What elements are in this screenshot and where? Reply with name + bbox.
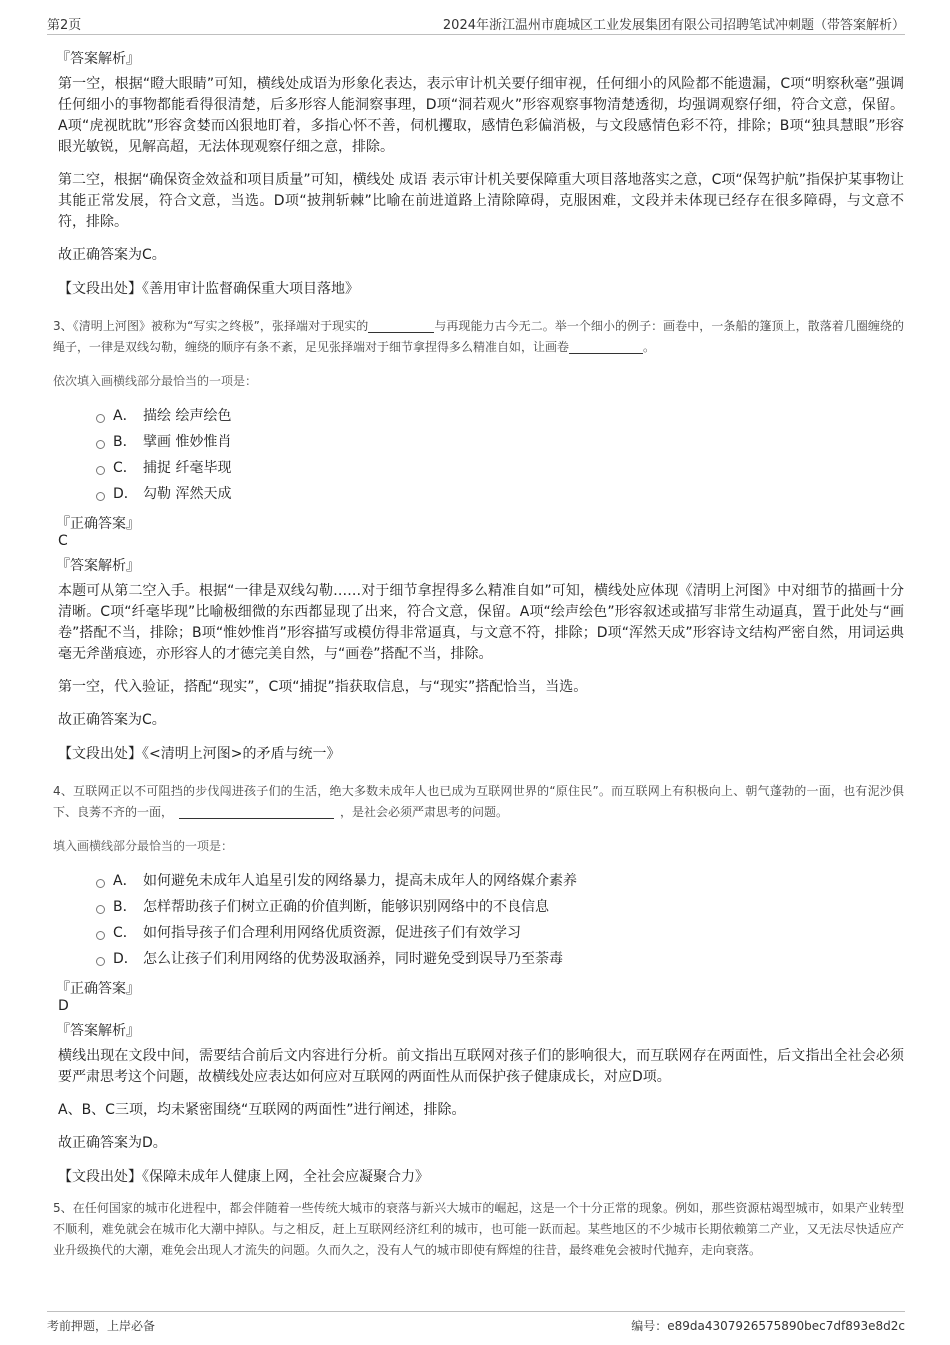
document-code: 编号：e89da4307926575890bec7df893e8d2c xyxy=(631,1319,905,1333)
option-c[interactable]: C． 捕捉 纤毫毕现 xyxy=(96,455,904,481)
document-title: 2024年浙江温州市鹿城区工业发展集团有限公司招聘笔试冲刺题（带答案解析） xyxy=(442,18,905,33)
answer-conclusion: 故正确答案为C。 xyxy=(58,247,166,263)
question-4-text: 4、互联网正以不可阻挡的步伐闯进孩子们的生活，绝大多数未成年人也已成为互联网世界的“原住民”。而互联网上有积极向上、朝气蓬勃的一面，也有泥沙俱下、良莠不齐的一面， ，是社会必须严肃思考的问题。 xyxy=(53,784,904,819)
option-a[interactable]: A． 如何避免未成年人追星引发的网络暴力，提高未成年人的网络媒介素养 xyxy=(96,868,904,894)
option-a[interactable]: A． 描绘 绘声绘色 xyxy=(96,403,904,429)
source-citation: 【文段出处】《善用审计监督确保重大项目落地》 xyxy=(58,281,359,297)
question-5-text: 5、在任何国家的城市化进程中，都会伴随着一些传统大城市的衰落与新兴大城市的崛起，这是一个十分正常的现象。例如，那些资源枯竭型城市，如果产业转型不顺利，难免就会在城市化大潮中掉队。与之相反，赶上互联网经济红利的城市，也可能一跃而起。某些地区的不少城市长期依赖第二产业，又无法尽快适应产业升级换代的大潮，难免会出现人才流失的问题。久而久之，没有人气的城市即使有辉煌的往昔，最终难免会被时代抛弃，走向衰落。 xyxy=(53,1201,904,1257)
page-number: 第2页 xyxy=(47,18,82,33)
option-c[interactable]: C． 如何指导孩子们合理利用网络优质资源，促进孩子们有效学习 xyxy=(96,920,904,946)
blank-line xyxy=(179,804,334,819)
radio-icon[interactable] xyxy=(96,931,105,940)
analysis-paragraph: A、B、C三项，均未紧密围绕“互联网的两面性”进行阐述，排除。 xyxy=(58,1102,466,1118)
analysis-paragraph: 第二空，根据“确保资金效益和项目质量”可知，横线处 成语 表示审计机关要保障重大项目落地落实之意，C项“保驾护航”指保护某事物让其能正常发展，符合文意，当选。D项“披荆斩棘”比喻在前进道路上清除障碍，克服困难，文段并未体现已经存在很多障碍，与文意不符，排除。 xyxy=(58,172,904,230)
analysis-paragraph: 第一空，根据“瞪大眼睛”可知，横线处成语为形象化表达，表示审计机关要仔细审视，任何细小的风险都不能遗漏，C项“明察秋毫”强调任何细小的事物都能看得很清楚，后多形容人能洞察事理，D项“洞若观火”形容观察事物清楚透彻，均强调观察仔细，符合文意，保留。A项“虎视眈眈”形容贪婪而凶狠地盯着，多指心怀不善，伺机攫取，感情色彩偏消极，与文段感情色彩不符，排除；B项“独具慧眼”形容眼光敏锐，见解高超，无法体现观察仔细之意，排除。 xyxy=(58,76,904,155)
radio-icon[interactable] xyxy=(96,414,105,423)
source-citation: 【文段出处】《保障未成年人健康上网，全社会应凝聚合力》 xyxy=(58,1169,429,1185)
radio-icon[interactable] xyxy=(96,905,105,914)
analysis-paragraph: 第一空，代入验证，搭配“现实”，C项“捕捉”指获取信息，与“现实”搭配恰当，当选。 xyxy=(58,679,588,695)
analysis-paragraph: 横线出现在文段中间，需要结合前后文内容进行分析。前文指出互联网对孩子们的影响很大，而互联网存在两面性，后文指出全社会必须要严肃思考这个问题，故横线处应表达如何应对互联网的两面性从而保护孩子健康成长，对应D项。 xyxy=(58,1048,904,1085)
question-3-options xyxy=(96,403,904,507)
answer-conclusion: 故正确答案为D。 xyxy=(58,1135,167,1151)
question-4-options xyxy=(96,868,904,972)
radio-icon[interactable] xyxy=(96,466,105,475)
analysis-paragraph: 本题可从第二空入手。根据“一律是双线勾勒……对于细节拿捏得多么精准自如”可知，横线处应体现《清明上河图》中对细节的描画十分清晰。C项“纤毫毕现”比喻极细微的东西都显现了出来，符合文意，保留。A项“绘声绘色”形容叙述或描写非常生动逼真，置于此处与“画卷”搭配不当，排除；B项“惟妙惟肖”形容描写或模仿得非常逼真，与文意不符，排除；D项“浑然天成”形容诗文结构严密自然，用词运典毫无斧凿痕迹，亦形容人的才德完美自然，与“画卷”搭配不当，排除。 xyxy=(58,583,904,662)
correct-answer-label: 『正确答案』 xyxy=(56,981,140,997)
page-footer xyxy=(47,1311,905,1338)
document-body xyxy=(53,42,904,1267)
analysis-label: 『答案解析』 xyxy=(56,558,140,574)
option-b[interactable]: B． 擘画 惟妙惟肖 xyxy=(96,429,904,455)
analysis-label: 『答案解析』 xyxy=(56,1023,140,1039)
blank-line xyxy=(569,339,643,354)
correct-answer: C xyxy=(58,533,68,549)
radio-icon[interactable] xyxy=(96,492,105,501)
question-3-text: 3、《清明上河图》被称为“写实之终极”，张择端对于现实的 与再现能力古今无二。举一个细小的例子：画卷中，一条船的篷顶上，散落着几圈缠绕的绳子，一律是双线勾勒，缠绕的顺序有条不紊，足见张择端对于细节拿捏得多么精准自如，让画卷 。 xyxy=(53,319,904,354)
radio-icon[interactable] xyxy=(96,440,105,449)
option-b[interactable]: B． 怎样帮助孩子们树立正确的价值判断，能够识别网络中的不良信息 xyxy=(96,894,904,920)
answer-conclusion: 故正确答案为C。 xyxy=(58,712,166,728)
correct-answer-label: 『正确答案』 xyxy=(56,516,140,532)
source-citation: 【文段出处】《<清明上河图>的矛盾与统一》 xyxy=(58,746,341,762)
question-3-prompt: 依次填入画横线部分最恰当的一项是： xyxy=(53,374,258,388)
footer-slogan: 考前押题，上岸必备 xyxy=(47,1319,156,1333)
radio-icon[interactable] xyxy=(96,957,105,966)
option-d[interactable]: D． 勾勒 浑然天成 xyxy=(96,481,904,507)
option-d[interactable]: D． 怎么让孩子们利用网络的优势汲取涵养，同时避免受到误导乃至荼毒 xyxy=(96,946,904,972)
correct-answer: D xyxy=(58,998,69,1014)
blank-line xyxy=(368,318,434,333)
radio-icon[interactable] xyxy=(96,879,105,888)
analysis-label: 『答案解析』 xyxy=(56,51,140,67)
question-4-prompt: 填入画横线部分最恰当的一项是： xyxy=(53,839,234,853)
page-header xyxy=(47,10,905,35)
